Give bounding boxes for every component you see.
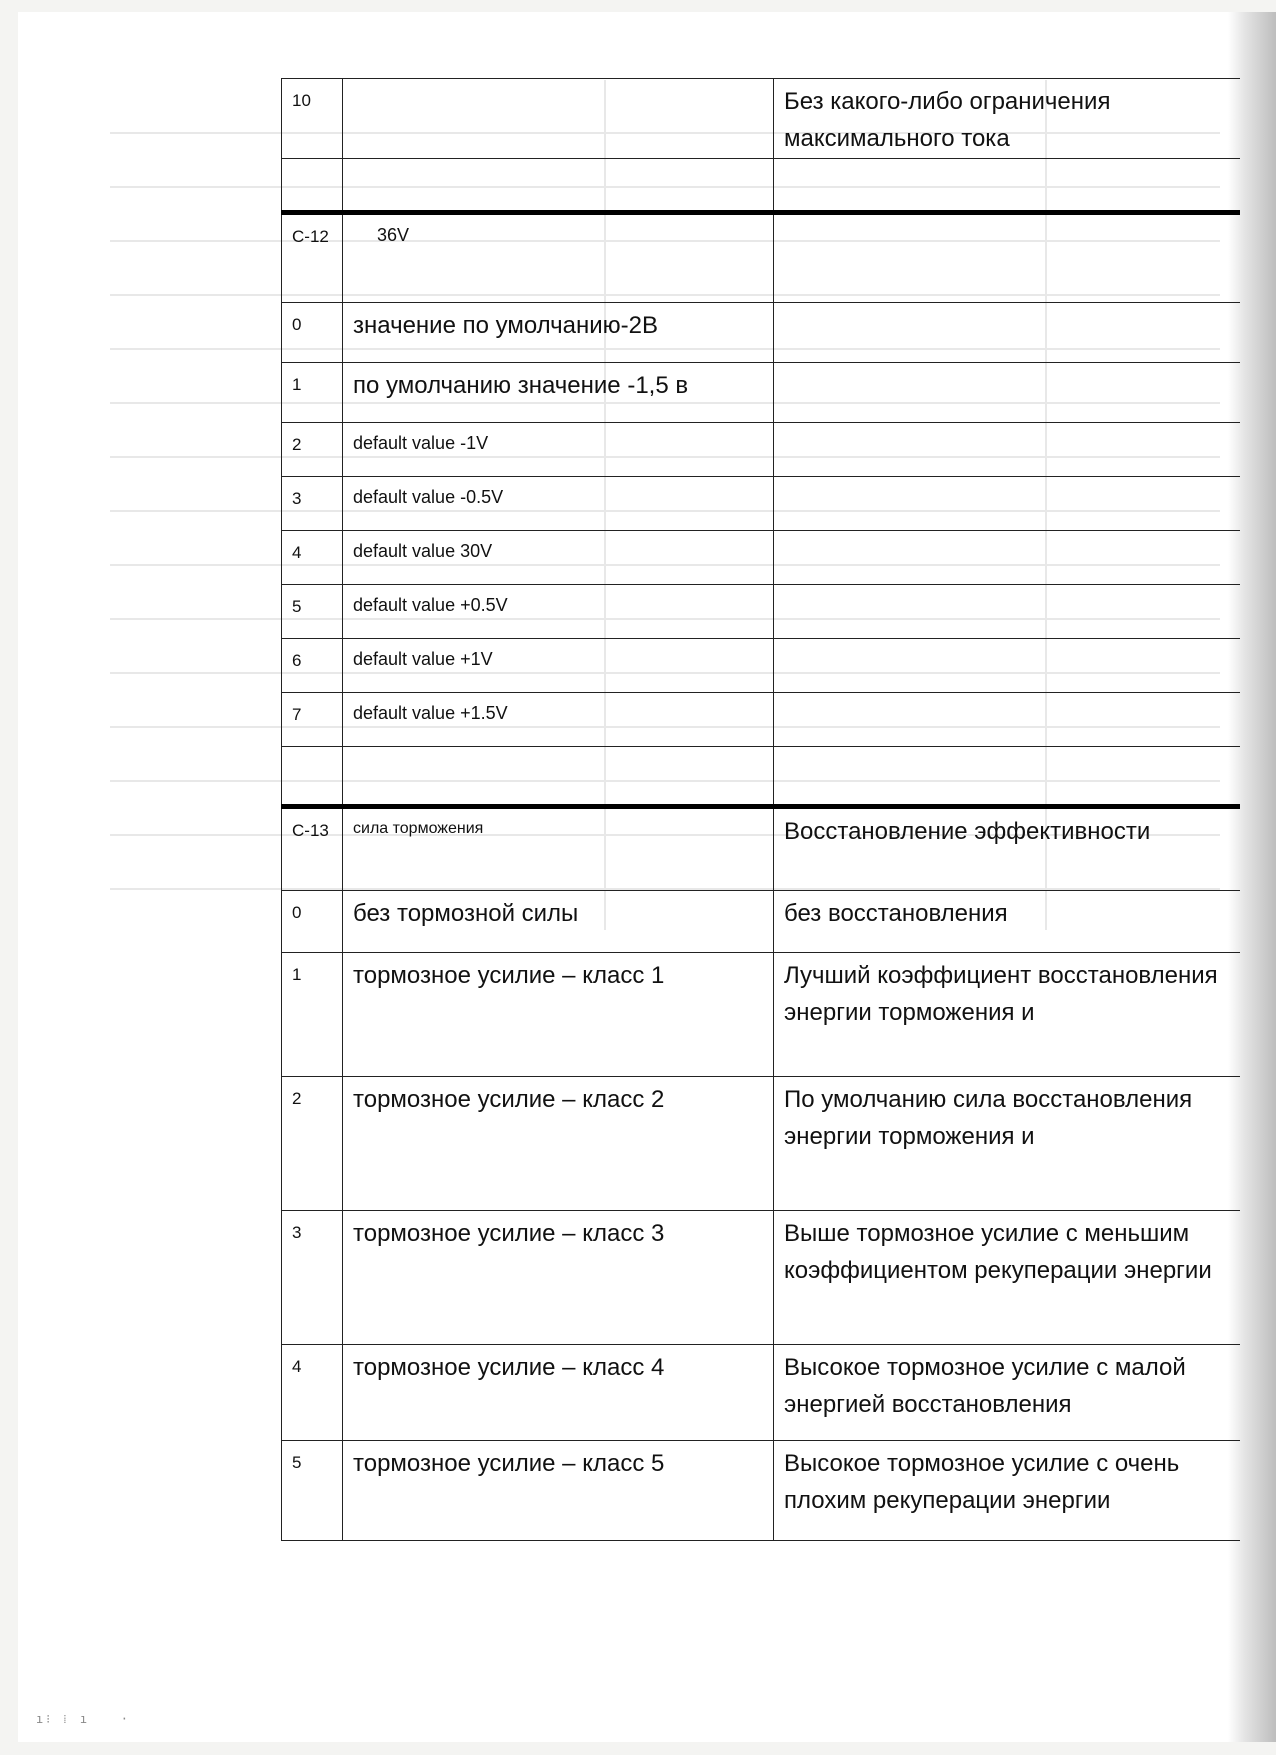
row-description <box>774 423 1240 429</box>
table-row <box>282 693 1241 747</box>
table-row <box>282 807 1241 891</box>
row-number: 2 <box>292 1089 302 1108</box>
row-description <box>774 159 1240 163</box>
row-number: 10 <box>292 91 311 110</box>
row-setting <box>343 79 773 85</box>
row-number <box>282 159 342 167</box>
table-row <box>282 531 1241 585</box>
table-row <box>282 363 1241 423</box>
row-description: без восстановления <box>784 900 1008 927</box>
row-description <box>774 639 1240 645</box>
table-row <box>282 953 1241 1077</box>
row-description <box>774 363 1240 367</box>
row-setting: тормозное усилие – класс 1 <box>353 962 665 989</box>
scan-marks: ı⁝ ⁞ ı · <box>36 1712 131 1726</box>
settings-table <box>281 78 1240 1541</box>
row-number: С-12 <box>292 227 329 246</box>
table-row <box>282 747 1241 807</box>
row-setting: тормозное усилие – класс 2 <box>353 1086 665 1113</box>
row-number: 1 <box>292 965 302 984</box>
row-number: 6 <box>292 651 302 670</box>
row-setting: тормозное усилие – класс 5 <box>353 1450 665 1477</box>
row-description: По умолчанию сила восстановления энергии торможения и <box>784 1086 1193 1150</box>
table-row <box>282 477 1241 531</box>
row-setting: default value -0.5V <box>353 487 504 507</box>
table-row <box>282 1077 1241 1211</box>
row-setting: тормозное усилие – класс 4 <box>353 1354 665 1381</box>
row-number: 2 <box>292 435 302 454</box>
row-setting: без тормозной силы <box>353 900 579 927</box>
row-number: 0 <box>292 315 302 334</box>
row-description: Высокое тормозное усилие с малой энергией восстановления <box>784 1354 1186 1418</box>
row-number: 3 <box>292 489 302 508</box>
row-setting <box>343 159 773 165</box>
table-row <box>282 303 1241 363</box>
row-description: Без какого-либо ограничения максимального тока <box>784 88 1111 152</box>
row-setting: default value +1V <box>353 649 493 669</box>
table-row <box>282 639 1241 693</box>
row-number: 4 <box>292 1357 302 1376</box>
row-setting: по умолчанию значение -1,5 в <box>353 372 689 399</box>
row-number: С-13 <box>292 821 329 840</box>
row-setting: default value 30V <box>353 541 493 561</box>
table-row <box>282 423 1241 477</box>
row-setting <box>343 747 773 753</box>
row-description <box>774 303 1240 307</box>
row-setting: default value +0.5V <box>353 595 508 615</box>
row-description: Лучший коэффициент восстановления энергии торможения и <box>784 962 1218 1026</box>
row-number <box>282 747 342 755</box>
row-setting: сила торможения <box>353 820 484 837</box>
row-description <box>774 477 1240 483</box>
row-description: Восстановление эффективности <box>784 818 1151 845</box>
table-row <box>282 79 1241 159</box>
row-setting: значение по умолчанию-2В <box>353 312 659 339</box>
row-setting: 36V <box>377 225 410 245</box>
row-description <box>774 215 1240 219</box>
row-description <box>774 531 1240 537</box>
table-row <box>282 1345 1241 1441</box>
table-row <box>282 1441 1241 1541</box>
row-setting: тормозное усилие – класс 3 <box>353 1220 665 1247</box>
row-setting: default value -1V <box>353 433 489 453</box>
table-row <box>282 213 1241 303</box>
table-row <box>282 159 1241 213</box>
row-number: 4 <box>292 543 302 562</box>
row-number: 0 <box>292 903 302 922</box>
table-row <box>282 891 1241 953</box>
row-description: Высокое тормозное усилие с очень плохим рекуперации энергии <box>784 1450 1180 1514</box>
row-number: 1 <box>292 375 302 394</box>
table-row <box>282 1211 1241 1345</box>
row-setting: default value +1.5V <box>353 703 508 723</box>
row-description: Выше тормозное усилие с меньшим коэффициентом рекуперации энергии <box>784 1220 1212 1284</box>
table-row <box>282 585 1241 639</box>
row-number: 3 <box>292 1223 302 1242</box>
row-number: 7 <box>292 705 302 724</box>
row-description <box>774 585 1240 591</box>
row-number: 5 <box>292 597 302 616</box>
row-description <box>774 693 1240 699</box>
row-number: 5 <box>292 1453 302 1472</box>
row-description <box>774 747 1240 753</box>
